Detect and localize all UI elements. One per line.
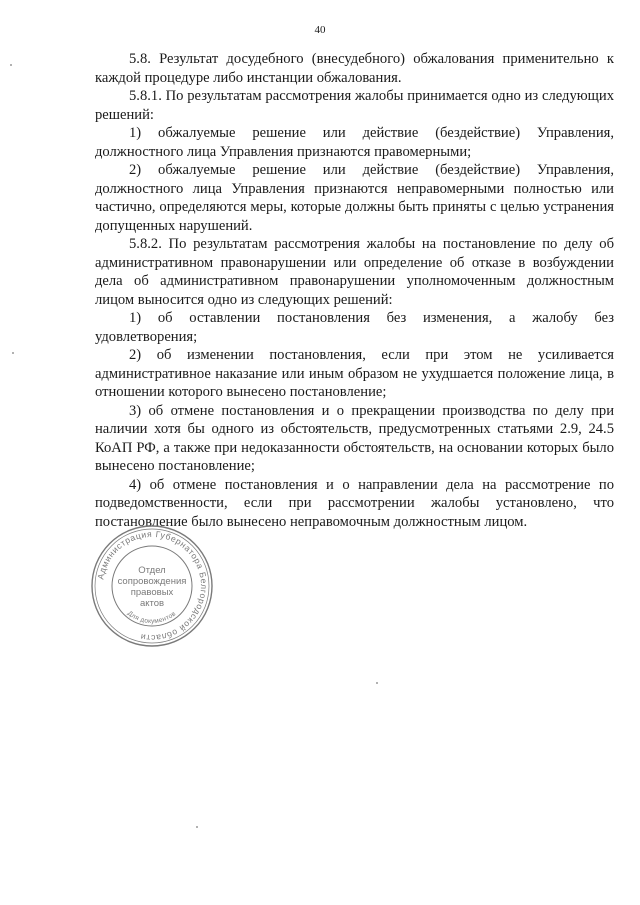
svg-text:актов: актов — [139, 598, 165, 609]
page-number: 40 — [314, 24, 326, 36]
svg-text:Отдел: Отдел — [138, 565, 166, 576]
paragraph-5-8: 5.8. Результат досудебного (внесудебного) обжалования применительно к каждой процедуре либо инстанции обжалования. — [95, 51, 614, 86]
svg-text:правовых: правовых — [130, 587, 174, 598]
paragraph-5-8-2-item-3: 3) об отмене постановления и о прекращении производства по делу при наличии хотя бы одного из обстоятельств, предусмотренных статьями 2.9, 24.5 КоАП РФ, а также при недоказанности обстоятельств, на основании которых было вынесено постановление; — [95, 402, 614, 474]
document-body — [95, 50, 614, 531]
paragraph-5-8-1-item-1: 1) обжалуемые решение или действие (бездействие) Управления, должностного лица Управления признаются правомерными; — [95, 125, 614, 160]
scan-speck — [12, 352, 14, 354]
scan-speck — [196, 826, 198, 828]
svg-text:Для документов: Для документов — [125, 609, 178, 626]
scan-speck — [10, 64, 12, 66]
paragraph-5-8-2-item-2: 2) об изменении постановления, если при этом не усиливается административное наказание или иным образом не ухудшается положение лица, в отношении которого вынесено постановление; — [95, 347, 614, 400]
paragraph-5-8-1-item-2: 2) обжалуемые решение или действие (бездействие) Управления, должностного лица Управления признаются неправомерными полностью или частично, определяются меры, которые должны быть приняты с целью устранения допущенных нарушений. — [95, 162, 614, 234]
paragraph-5-8-2-item-1: 1) об оставлении постановления без изменения, а жалобу без удовлетворения; — [95, 310, 614, 345]
paragraph-5-8-1: 5.8.1. По результатам рассмотрения жалобы принимается одно из следующих решений: — [95, 88, 614, 123]
paragraph-5-8-2-item-4: 4) об отмене постановления и о направлении дела на рассмотрение по подведомственности, если при рассмотрении жалобы установлено, что постановление было вынесено неправомочным должностным лицом. — [95, 476, 614, 530]
scan-speck — [376, 682, 378, 684]
svg-text:сопровождения: сопровождения — [117, 576, 187, 587]
official-stamp — [88, 522, 216, 650]
stamp-seal-icon — [88, 522, 216, 650]
paragraph-5-8-2: 5.8.2. По результатам рассмотрения жалобы на постановление по делу об административном правонарушении или определение об отказе в возбуждении дела об административном правонарушении уполномоченным должностным лицом выносится одно из следующих решений: — [95, 236, 614, 308]
svg-text:Администрация Губернатора Белг: Администрация Губернатора Белгородской области — [95, 528, 210, 644]
